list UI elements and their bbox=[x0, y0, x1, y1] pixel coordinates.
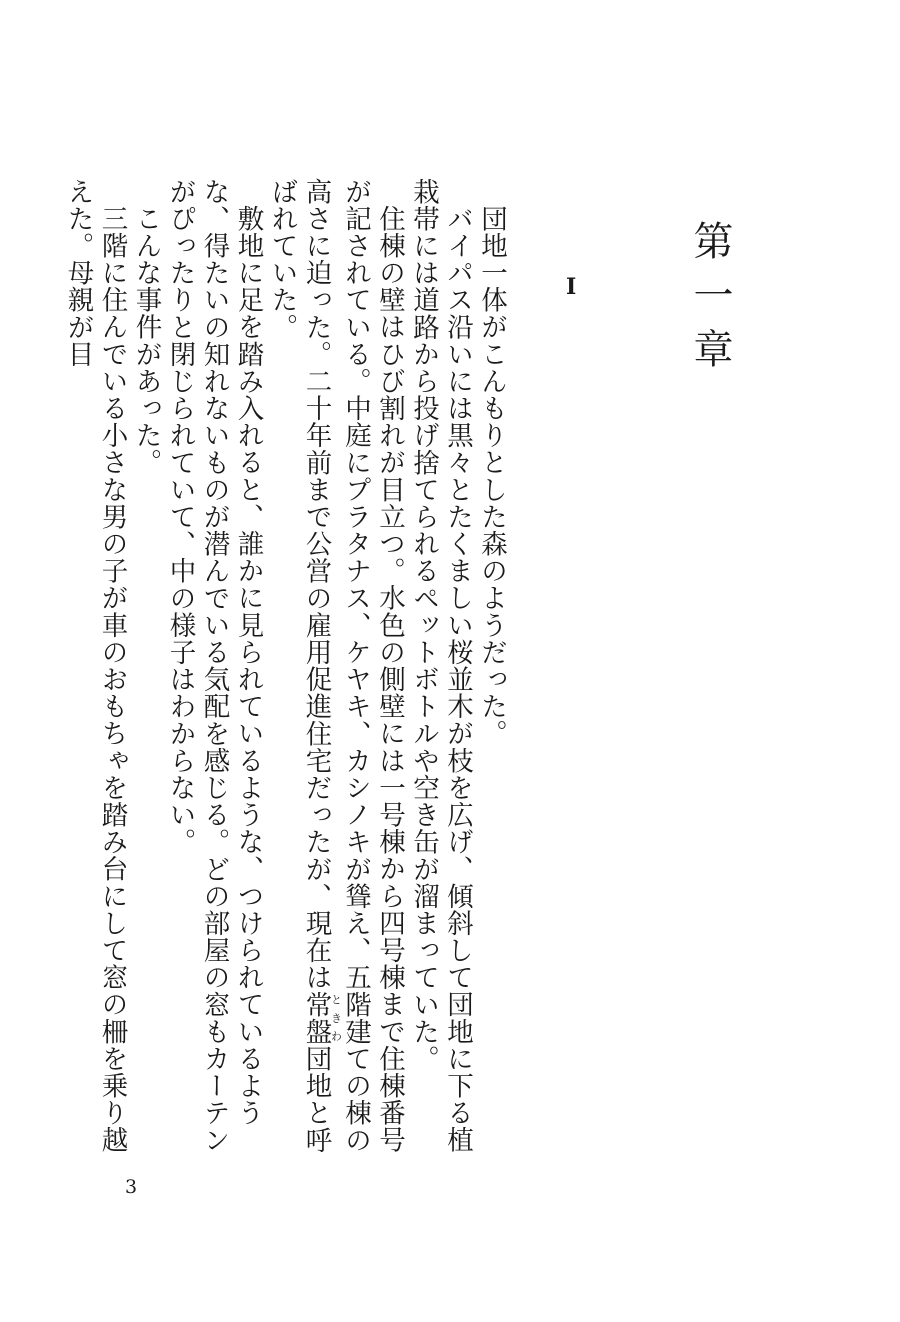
paragraph: 住棟の壁はひび割れが目立つ。水色の側壁には一号棟から四号棟まで住棟番号が記されている。中庭にプラタナス、ケヤキ、カシノキが聳え、五階建ての棟の高さに迫った。二十年前まで公営の雇用促進住宅だったが、現在は常盤ときわ団地と呼ばれていた。 bbox=[266, 178, 405, 1154]
body-text bbox=[61, 178, 509, 1178]
paragraph: 敷地に足を踏み入れると、誰かに見られているような、つけられているような、得たいの知れないものが潜んでいる気配を感じる。どの部屋の窓もカーテンがぴったりと閉じられていて、中の様子はわからない。 bbox=[164, 178, 264, 1154]
paragraph: 団地一体がこんもりとした森のようだった。 bbox=[476, 204, 507, 747]
section-number: I bbox=[566, 274, 577, 300]
chapter-title: 第一章 bbox=[687, 220, 733, 382]
paragraph: こんな事件があった。 bbox=[130, 204, 162, 476]
paragraph: バイパス沿いには黒々とたくましい桜並木が枝を広げ、傾斜して団地に下る植栽帯には道路から投げ捨てられるペットボトルや空き缶が溜まっていた。 bbox=[408, 178, 473, 1153]
page-number: 3 bbox=[125, 1176, 138, 1198]
ruby-annotation: 常盤ときわ bbox=[300, 991, 343, 1046]
paragraph: 三階に住んでいる小さな男の子が車のおもちゃを踏み台にして窓の柵を乗り越えた。母親が目 bbox=[62, 178, 128, 1153]
